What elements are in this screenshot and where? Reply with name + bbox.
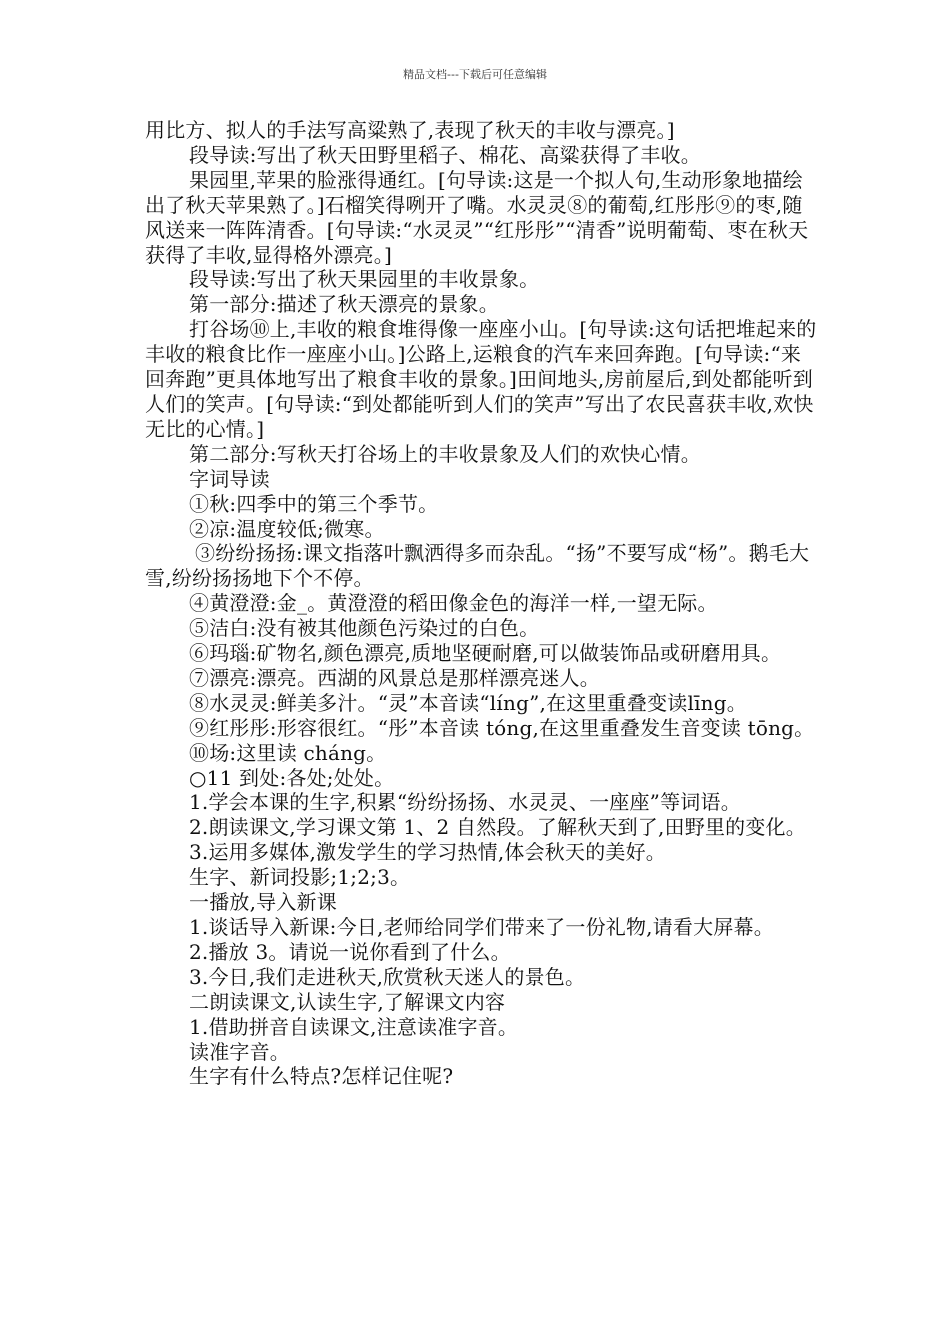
vocab-item: ⑧水灵灵:鲜美多汁。“灵”本音读“líng”,在这里重叠变读līng。 xyxy=(189,690,747,715)
paragraph: 段导读:写出了秋天果园里的丰收景象。 xyxy=(189,267,540,292)
paragraph: 生字、新词投影;1;2;3。 xyxy=(189,865,411,890)
paragraph: 段导读:写出了秋天田野里稻子、棉花、高粱获得了丰收。 xyxy=(189,142,701,167)
step-item: 1.谈话导入新课:今日,老师给同学们带来了一份礼物,请看大屏幕。 xyxy=(189,915,774,939)
page-header: 精品文档---下载后可任意编辑 xyxy=(403,68,547,81)
paragraph: 第二部分:写秋天打谷场上的丰收景象及人们的欢快心情。 xyxy=(189,441,701,466)
vocab-item: ②凉:温度较低;微寒。 xyxy=(189,516,385,541)
paragraph: 第一部分:描述了秋天漂亮的景象。 xyxy=(189,292,499,317)
paragraph: 生字有什么特点?怎样记住呢? xyxy=(189,1064,454,1089)
vocab-item: ①秋:四季中的第三个季节。 xyxy=(189,491,439,516)
paragraph: 果园里,苹果的脸涨得通红。[句导读:这是一个拟人句,生动形象地描绘出了秋天苹果熟了。]石榴笑得咧开了嘴。水灵灵⑧的葡萄,红彤彤⑨的枣,随风送来一阵阵清香。[句导读:“水灵灵”“红彤彤”“清香”说明葡萄、枣在秋天获得了丰收,显得格外漂亮。] xyxy=(145,167,809,267)
vocab-item: ⑨红彤彤:形容很红。“彤”本音读 tóng,在这里重叠发生音变读 tōng。 xyxy=(189,715,815,740)
document-body xyxy=(145,118,820,1089)
vocab-item: ⑦漂亮:漂亮。西湖的风景总是那样漂亮迷人。 xyxy=(189,665,600,690)
section-heading: 一播放,导入新课 xyxy=(189,890,337,915)
objective-item: 2.朗读课文,学习课文第 1、2 自然段。了解秋天到了,田野里的变化。 xyxy=(189,815,806,840)
vocab-item: ③纷纷扬扬:课文指落叶飘洒得多而杂乱。“扬”不要写成“杨”。鹅毛大雪,纷纷扬扬地下个不停。 xyxy=(145,541,810,591)
step-item: 3.今日,我们走进秋天,欣赏秋天迷人的景色。 xyxy=(189,964,586,989)
step-item: 2.播放 3。请说一说你看到了什么。 xyxy=(189,939,511,964)
vocab-item: ⑩场:这里读 cháng。 xyxy=(189,740,387,765)
vocab-item: ⑤洁白:没有被其他颜色污染过的白色。 xyxy=(189,616,540,641)
objective-item: 3.运用多媒体,激发学生的学习热情,体会秋天的美好。 xyxy=(189,840,666,865)
objective-item: 1.学会本课的生字,积累“纷纷扬扬、水灵灵、一座座”等词语。 xyxy=(189,790,741,815)
section-heading: 二朗读课文,认读生字,了解课文内容 xyxy=(189,989,506,1014)
paragraph: 用比方、拟人的手法写高粱熟了,表现了秋天的丰收与漂亮。] xyxy=(145,118,675,142)
step-item: 1.借助拼音自读课文,注意读准字音。 xyxy=(189,1014,519,1039)
paragraph: 读准字音。 xyxy=(189,1039,290,1064)
vocab-item: ⑥玛瑙:矿物名,颜色漂亮,质地坚硬耐磨,可以做装饰品或研磨用具。 xyxy=(189,641,782,666)
vocab-item: ④黄澄澄:金_。黄澄澄的稻田像金色的海洋一样,一望无际。 xyxy=(189,591,718,616)
section-heading: 字词导读 xyxy=(189,466,270,491)
paragraph: 打谷场⑩上,丰收的粮食堆得像一座座小山。[句导读:这句话把堆起来的丰收的粮食比作一座座小山。]公路上,运粮食的汽车来回奔跑。[句导读:“来回奔跑”更具体地写出了粮食丰收的景象。]田间地头,房前屋后,到处都能听到人们的笑声。[句导读:“到处都能听到人们的笑声”写出了农民喜获丰收,欢快无比的心情。] xyxy=(145,317,817,441)
vocab-item: ○11 到处:各处;处处。 xyxy=(189,765,395,790)
